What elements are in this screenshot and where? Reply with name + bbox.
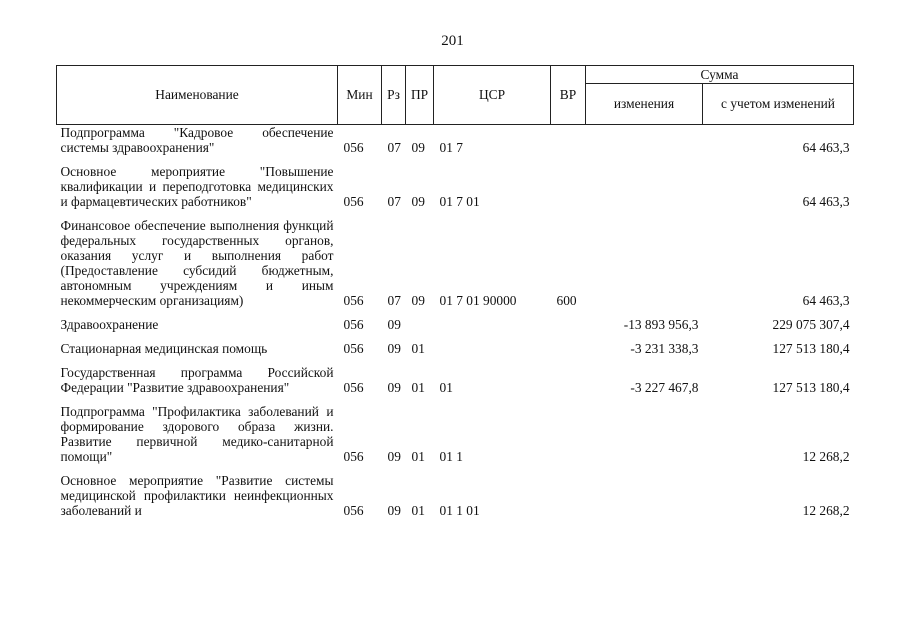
row-pr: 09 [411, 194, 425, 209]
header-min: Мин [338, 66, 382, 125]
row-spacer [57, 155, 854, 164]
row-spacer-cell [57, 209, 854, 218]
row-vr [551, 317, 586, 332]
row-total: 64 463,3 [802, 293, 850, 308]
table-row [57, 473, 854, 518]
row-spacer-cell [57, 332, 854, 341]
row-spacer [57, 332, 854, 341]
row-total: 229 075 307,4 [772, 317, 850, 332]
row-change: -13 893 956,3 [623, 317, 699, 332]
row-spacer-cell [57, 464, 854, 473]
row-name: Основное мероприятие "Повышение квалификации и переподготовка медицинских и фармацевтических работников" [60, 164, 334, 209]
row-spacer [57, 356, 854, 365]
row-change [586, 164, 703, 209]
row-min: 056 [343, 317, 364, 332]
row-rz: 09 [387, 449, 401, 464]
header-name: Наименование [57, 66, 338, 125]
row-rz: 07 [387, 140, 401, 155]
row-total: 127 513 180,4 [772, 341, 850, 356]
row-min: 056 [343, 341, 364, 356]
budget-table [56, 65, 854, 518]
row-min: 056 [343, 194, 364, 209]
row-csr: 01 1 [439, 449, 463, 464]
row-name: Здравоохранение [60, 317, 159, 332]
row-total: 64 463,3 [802, 140, 850, 155]
row-pr: 09 [411, 293, 425, 308]
row-pr: 01 [411, 380, 425, 395]
row-rz: 09 [387, 380, 401, 395]
row-name: Основное мероприятие "Развитие системы медицинской профилактики неинфекционных заболеваний и [60, 473, 334, 518]
row-total: 12 268,2 [802, 503, 850, 518]
row-name: Финансовое обеспечение выполнения функций федеральных государственных органов, оказания услуг и выполнения работ (Предоставление субсидий бюджетным, автономным учреждениям и иным некоммерческим организациям) [60, 218, 334, 308]
row-name: Подпрограмма "Профилактика заболеваний и формирование здорового образа жизни. Развитие первичной медико-санитарной помощи" [60, 404, 334, 464]
row-min: 056 [343, 140, 364, 155]
row-pr: 01 [411, 341, 425, 356]
row-min: 056 [343, 503, 364, 518]
row-total: 127 513 180,4 [772, 380, 850, 395]
row-spacer [57, 464, 854, 473]
row-csr: 01 7 01 90000 [439, 293, 517, 308]
header-csr: ЦСР [434, 66, 551, 125]
row-vr [551, 404, 586, 464]
row-vr [551, 341, 586, 356]
header-pr: ПР [406, 66, 434, 125]
table-row [57, 218, 854, 308]
table-row [57, 125, 854, 156]
row-spacer [57, 395, 854, 404]
row-spacer-cell [57, 356, 854, 365]
table-row [57, 317, 854, 332]
row-spacer-cell [57, 395, 854, 404]
table-body [57, 125, 854, 519]
row-rz: 07 [387, 194, 401, 209]
row-spacer [57, 308, 854, 317]
row-change [586, 473, 703, 518]
row-pr: 09 [411, 140, 425, 155]
row-min: 056 [343, 380, 364, 395]
header-change: изменения [586, 84, 703, 125]
table-header [57, 66, 854, 125]
row-csr: 01 7 [439, 140, 463, 155]
row-total: 64 463,3 [802, 194, 850, 209]
row-change [586, 125, 703, 156]
row-change [586, 404, 703, 464]
row-rz: 07 [387, 293, 401, 308]
row-spacer [57, 209, 854, 218]
table-row [57, 365, 854, 395]
row-spacer-cell [57, 155, 854, 164]
row-rz: 09 [387, 317, 401, 332]
row-csr: 01 1 01 [439, 503, 480, 518]
row-name: Подпрограмма "Кадровое обеспечение системы здравоохранения" [60, 125, 334, 155]
header-rz: Рз [382, 66, 406, 125]
row-min: 056 [343, 449, 364, 464]
row-total: 12 268,2 [802, 449, 850, 464]
header-total: с учетом изменений [703, 84, 854, 125]
row-rz: 09 [387, 341, 401, 356]
row-pr: 01 [411, 503, 425, 518]
row-csr [434, 341, 551, 356]
row-vr [551, 125, 586, 156]
row-spacer-cell [57, 308, 854, 317]
table-row [57, 341, 854, 356]
row-csr [434, 317, 551, 332]
row-vr [551, 164, 586, 209]
row-vr [551, 473, 586, 518]
row-csr: 01 7 01 [439, 194, 480, 209]
row-csr: 01 [439, 380, 453, 395]
page-number: 201 [441, 33, 464, 49]
row-vr: 600 [556, 293, 577, 308]
row-pr: 01 [411, 449, 425, 464]
table-row [57, 164, 854, 209]
row-name: Стационарная медицинская помощь [60, 341, 268, 356]
header-vr: ВР [551, 66, 586, 125]
row-vr [551, 365, 586, 395]
row-rz: 09 [387, 503, 401, 518]
row-name: Государственная программа Российской Федерации "Развитие здравоохранения" [60, 365, 334, 395]
table-row [57, 404, 854, 464]
row-change: -3 231 338,3 [630, 341, 699, 356]
row-change [586, 218, 703, 308]
header-sum: Сумма [586, 66, 854, 84]
row-min: 056 [343, 293, 364, 308]
row-change: -3 227 467,8 [630, 380, 699, 395]
row-pr [406, 317, 434, 332]
